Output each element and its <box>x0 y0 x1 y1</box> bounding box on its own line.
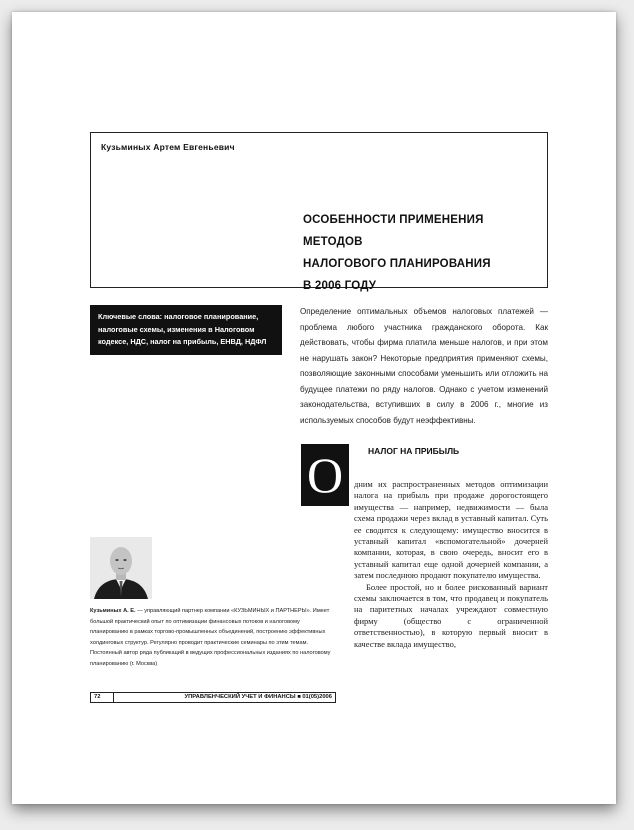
article-body <box>354 479 548 650</box>
author-name: Кузьминых Артем Евгеньевич <box>101 142 235 152</box>
title-line: ОСОБЕННОСТИ ПРИМЕНЕНИЯ МЕТОДОВ <box>303 214 484 248</box>
journal-title: УПРАВЛЕНЧЕСКИЙ УЧЕТ И ФИНАНСЫ ■ 01(05)2006 <box>184 694 332 700</box>
author-portrait-image <box>90 537 152 599</box>
title-line: НАЛОГОВОГО ПЛАНИРОВАНИЯ <box>303 258 491 270</box>
section-heading: НАЛОГ НА ПРИБЫЛЬ <box>368 446 460 456</box>
title-line: В 2006 ГОДУ <box>303 280 377 292</box>
author-photo <box>90 537 152 599</box>
magazine-page <box>12 12 616 804</box>
footer-divider <box>113 693 114 702</box>
article-header-box <box>90 132 548 292</box>
drop-cap: О <box>301 444 349 506</box>
body-paragraph: Более простой, но и более рискованный вариант схемы заключается в том, что продавец и покупатель на паритетных началах учреждают совместную фирму (общество с ограниченной ответственностью), в которую первый вносит в качестве вклада имущество, <box>354 581 548 649</box>
body-paragraph: дним их распространенных методов оптимизации налога на прибыль при продаже дорогостоящего имущества — например, недвижимости — была схема продажи через вклад в уставный капитал. Суть ее сводится к следующему: имущество вносится в уставный капитал «вспомогательной» дочерней компании, которая, в свою очередь, вносит его в уставный капитал еще одной дочерней компании, а затем последнюю продают покупателю имущества. <box>354 479 548 581</box>
bio-text: — управляющий партнер компании «КУЗЬМИНЫХ и ПАРТНЕРЫ». Имеет большой практический опыт по оптимизации финансовых потоков и налоговому планированию в рамках торгово-промышленных объединений, построению эффективных холдинговых структур. Регулярно проводит практические семинары по этим темам. Постоянный автор ряда публикаций в ведущих профессиональных изданиях по налоговому планированию (г. Москва) <box>90 608 331 667</box>
page-number: 72 <box>94 694 101 700</box>
author-bio <box>90 606 336 670</box>
bio-name: Кузьминых А. Е. <box>90 608 136 614</box>
article-intro: Определение оптимальных объемов налоговых платежей — проблема любого участника гражданского оборота. Как действовать, чтобы фирма платила меньше налогов, и при этом не нарушать закон? Некоторые предприятия применяют схемы, позволяющие законными способами уменьшить или отложить на будущее платежи по ряду налогов. Однако с учетом изменений законодательства, вступивших в силу в 2006 г., многие из используемых способов будут неэффективны. <box>300 307 548 425</box>
keywords-box: Ключевые слова: налоговое планирование, налоговые схемы, изменения в Налоговом кодексе, НДС, налог на прибыль, ЕНВД, НДФЛ <box>90 305 282 355</box>
article-title <box>303 209 543 297</box>
page-footer <box>90 692 336 703</box>
